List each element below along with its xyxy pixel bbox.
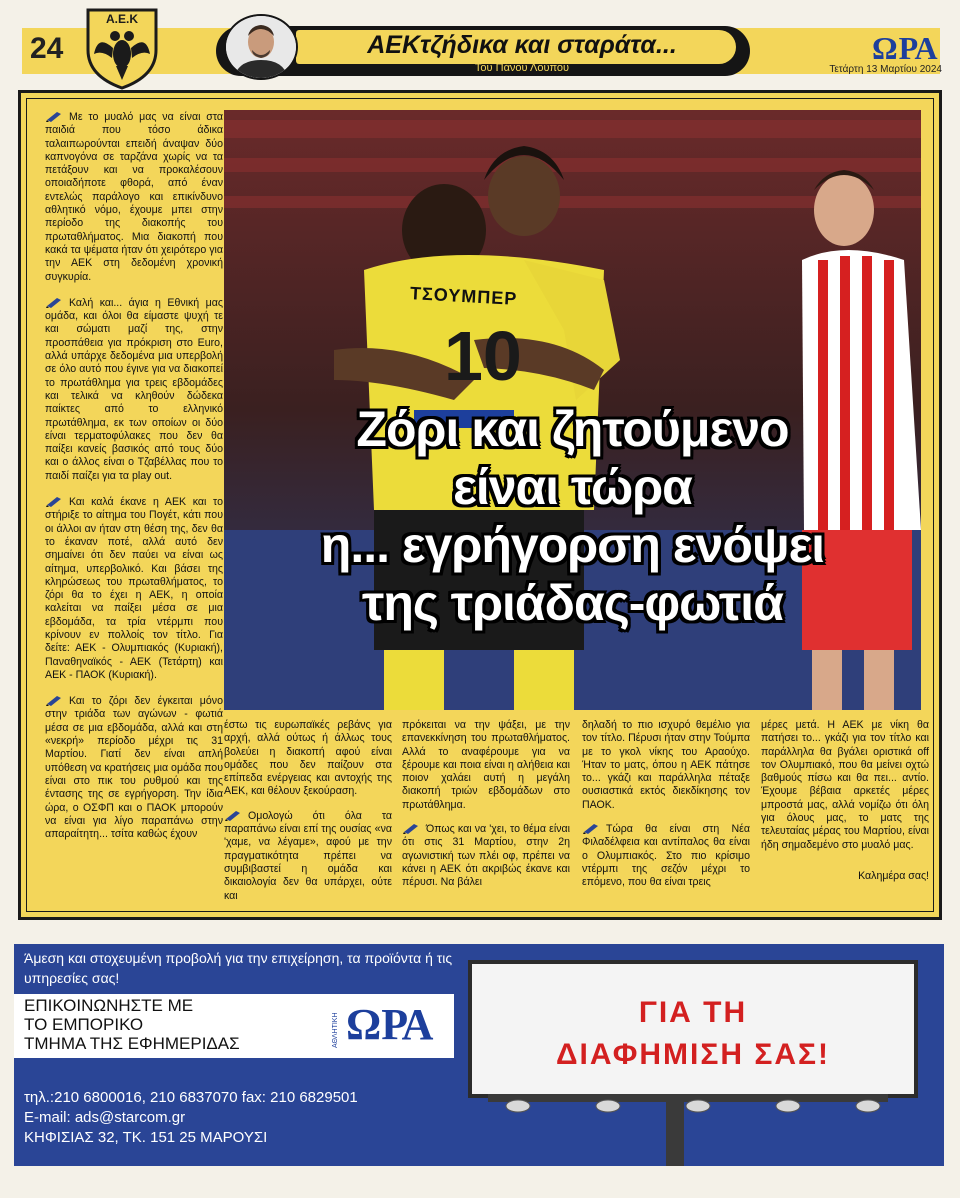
paragraph (582, 822, 750, 889)
billboard-lamps-icon (488, 1094, 888, 1114)
jersey-name: ΤΣΟΥΜΠΕΡ (409, 283, 518, 309)
bottom-column-2 (402, 719, 570, 900)
headline-line: είναι τώρα (453, 459, 692, 515)
paragraph (402, 822, 570, 889)
ad-email: E-mail: ads@starcom.gr (24, 1109, 186, 1126)
paragraph-text: Τώρα θα είναι στη Νέα Φιλαδέλφεια και αντίπαλος θα είναι ο Ολυμπιακός. Στο πιο κρίσιμο ντέρμπι της σεζόν μέχρι το επόμενο, που θα είναι τρεις (582, 823, 750, 889)
billboard-line: ΔΙΑΦΗΜΙΣΗ ΣΑΣ! (555, 1038, 831, 1071)
paragraph (224, 719, 392, 799)
paper-logo: ΩΡΑ (872, 30, 939, 66)
club-badge-text: Α.Ε.Κ (105, 12, 138, 26)
column-title: ΑΕΚτζήδικα και σταράτα... (367, 31, 677, 59)
paragraph-text: Καλή και... άγια η Εθνική μας ομάδα, και όλοι θα είμαστε ψυχή τε και σώματι μαζί της, στην προσπάθεια για πρόκριση στο Euro, αλλά υπάρχε δεδομένα μια υπερβολή σε όλο αυτό που έγινε για να διακοπεί το πρωτάθλημα για τρεις εβδομάδες και τελικά να κληθούν δώδεκα παίκτες από το ελληνικό πρωτάθλημα, εκ των οποίων οι δύο είναι τερματοφύλακες που δεν θα παίξει κανείς βασικός από τους δύο και ο άλλος είναι ο Τζαβέλλας που το παιδί παίζει για τα play out. (45, 296, 223, 482)
ad-contact-line: ΕΠΙΚΟΙΝΩΝΗΣΤΕ ΜΕ (24, 996, 194, 1015)
paragraph-text: Ομολογώ ότι όλα τα παραπάνω είναι επί της ουσίας «να 'χαμε, να λέγαμε», αφού με την πραγματικότητα πρέπει να συμβιβαστεί η ομάδα και δικαιολογία δεν θα υπάρχει, ούτε και (224, 809, 392, 902)
ad-logo-tag: ΑΘΛΗΤΙΚΗ (332, 1012, 339, 1048)
issue-date: Τετάρτη 13 Μαρτίου 2024 (829, 64, 942, 75)
bottom-column-3 (582, 719, 750, 900)
paragraph (45, 694, 223, 841)
pen-icon (582, 822, 602, 834)
hero-photo (224, 110, 921, 710)
headline-line: της τριάδας-φωτιά (362, 575, 783, 631)
svg-text:10: 10 (444, 317, 522, 395)
ad-contact-text (24, 996, 324, 1053)
billboard-post (666, 1102, 684, 1166)
billboard (468, 960, 918, 1098)
advertisement (14, 944, 944, 1166)
ad-logo: ΩΡΑ (346, 1000, 434, 1049)
paragraph (402, 719, 570, 812)
pen-icon (45, 110, 65, 122)
paragraph (45, 110, 223, 284)
paragraph-text: πρόκειται να την ψάξει, με την επανεκκίνηση του πρωταθλήματος. Αλλά το αναφέρουμε για να ξέρουμε και ποια είναι η αλήθεια και ποιον χαλάει αυτή η μεγάλη διακοπή τριών εβδομάδων στο πρωτάθλημα. (402, 719, 570, 811)
ad-contact-line: ΤΜΗΜΑ ΤΗΣ ΕΦΗΜΕΡΙΔΑΣ (24, 1034, 240, 1053)
pen-icon (45, 495, 65, 507)
bottom-column-1 (224, 719, 392, 913)
pen-icon (224, 809, 244, 821)
bottom-column-4 (761, 719, 929, 883)
billboard-text (472, 992, 914, 1076)
paragraph-text: Και καλά έκανε η ΑΕΚ και το στήριξε το αίτημα του Πογέτ, κάτι που οι άλλοι αν ήταν στη θέση της, δεν θα το έκαναν ποτέ, αλλά αυτό δεν σημαίνει ότι δεν παύει να είναι ως αίτημα, υπερβολικό. Και βάσει της κληρώσεως του πρωταθλήματος, το ζόρι θα το έχει η ΑΕΚ, η οποία καλείται να παίξει μέσα σε μια εβδομάδα, τα τρία ντέρμπι που κρίνουν εν πολλοίς τον τίτλο. Για δείτε: ΑΕΚ - Ολυμπιακός (Κυριακή), Παναθηναϊκός - ΑΕΚ (Τετάρτη) και ΑΕΚ - ΠΑΟΚ (Κυριακή). (45, 496, 223, 681)
article-frame (18, 90, 942, 920)
paragraph-text: έστω τις ευρωπαϊκές ρεβάνς για αρχή, αλλά ούτως ή άλλως τους βολεύει η διακοπή αφού είναι ομάδες που δεν παίζουν στα επίπεδα ενέργειας και αντοχής της ΑΕΚ, και θέλουν ξεκούραση. (224, 719, 392, 798)
paragraph (45, 495, 223, 682)
billboard-line: ΓΙΑ ΤΗ (638, 996, 748, 1029)
headline (224, 400, 921, 632)
ad-contact-line: ΤΟ ΕΜΠΟΡΙΚΟ (24, 1015, 144, 1034)
ad-address: ΚΗΦΙΣΙΑΣ 32, ΤΚ. 151 25 ΜΑΡΟΥΣΙ (24, 1129, 268, 1146)
ad-logo-box (330, 998, 448, 1052)
ad-details (24, 1088, 464, 1148)
paragraph-text: δηλαδή το πιο ισχυρό θεμέλιο για τον τίτλο. Πέρυσι ήταν στην Τούμπα με το γκολ νίκης του Αραούχο. Ήταν το ματς, όπου η ΑΕΚ πάτησε το... γκάζι και παράλληλα πέταξε ουσιαστικά εκτός διεκδίκησης τον ΠΑΟΚ. (582, 719, 750, 811)
paragraph (761, 719, 929, 852)
paragraph (224, 809, 392, 903)
pen-icon (45, 296, 65, 308)
pen-icon (45, 694, 65, 706)
ad-phones: τηλ.:210 6800016, 210 6837070 fax: 210 6829501 (24, 1089, 358, 1106)
paragraph-text: μέρες μετά. Η ΑΕΚ με νίκη θα πατήσει το... γκάζι για τον τίτλο και παράλληλα θα βγάλει οριστικά off τον Ολυμπιακό, που θα μείνει οχτώ βαθμούς πίσω και θα πει... αντίο. Έχουμε βέβαια αρκετές μέρες μπροστά μας, αλλά νομίζω ότι όλη για όλους μας, το ματς της τελευταίας μέρας του Μαρτίου, είναι ήδη σημαδεμένο στο μυαλό μας. (761, 719, 929, 851)
pen-icon (402, 822, 422, 834)
ad-contact-box (14, 994, 454, 1058)
paragraph (582, 719, 750, 812)
page-number: 24 (30, 32, 64, 65)
headline-line: η... εγρήγορση ενόψει (320, 517, 825, 573)
page-header (0, 0, 960, 92)
paragraph (45, 296, 223, 483)
paragraph-text: Όπως και να 'χει, το θέμα είναι ότι στις 31 Μαρτίου, στην 2η αγωνιστική των πλέι οφ, πρέπει να κάνει η ΑΕΚ ότι ακριβώς έκανε και πέρυσι. Να βάλει (402, 823, 570, 889)
headline-line: Ζόρι και ζητούμενο (356, 401, 789, 457)
left-column (45, 110, 223, 853)
paragraph-text: Με το μυαλό μας να είναι στα παιδιά που τόσο άδικα ταλαιπωρούνται επειδή άναψαν δύο καπνογόνα σε ταρζάνα χωρίς να τα πετάξουν και να προκαλέσουν οποιαδήποτε φθορά, από έναν εντελώς παράλογο και επικίνδυνο αθλητικό νόμο, έχουμε μπει στην περίοδο της διακοπής του πρωταθλήματος. Μια διακοπή που κακά τα ψέματα ήταν ότι χειρότερο για την ΑΕΚ στη δεδομένη χρονική συγκυρία. (45, 111, 223, 283)
author-photo (224, 14, 298, 80)
club-badge-icon (84, 6, 160, 90)
ad-tagline: Άμεση και στοχευμένη προβολή για την επιχείρηση, τα προϊόντα ή τις υπηρεσίες σας! (24, 950, 453, 986)
signoff: Καλημέρα σας! (858, 869, 929, 882)
paragraph-text: Και το ζόρι δεν έγκειται μόνο στην τριάδα των αγώνων - φωτιά μέσα σε μια εβδομάδα, αλλά και στη «νεκρή» περίοδο μέχρι τις 31 Μαρτίου. Γιατί δεν είναι απλή υπόθεση να κρατήσεις μια ομάδα που είναι στο πικ του ρυθμού και της έντασης της σε εγρήγορση. Την ίδια ώρα, ο ΟΣΦΠ και ο ΠΑΟΚ μπορούν να είναι για λίγο παραπάνω στην απαραίτητη... τσίτα καθώς έχουν (45, 695, 223, 841)
column-author: Του Πάνου Λούπου (474, 62, 570, 74)
